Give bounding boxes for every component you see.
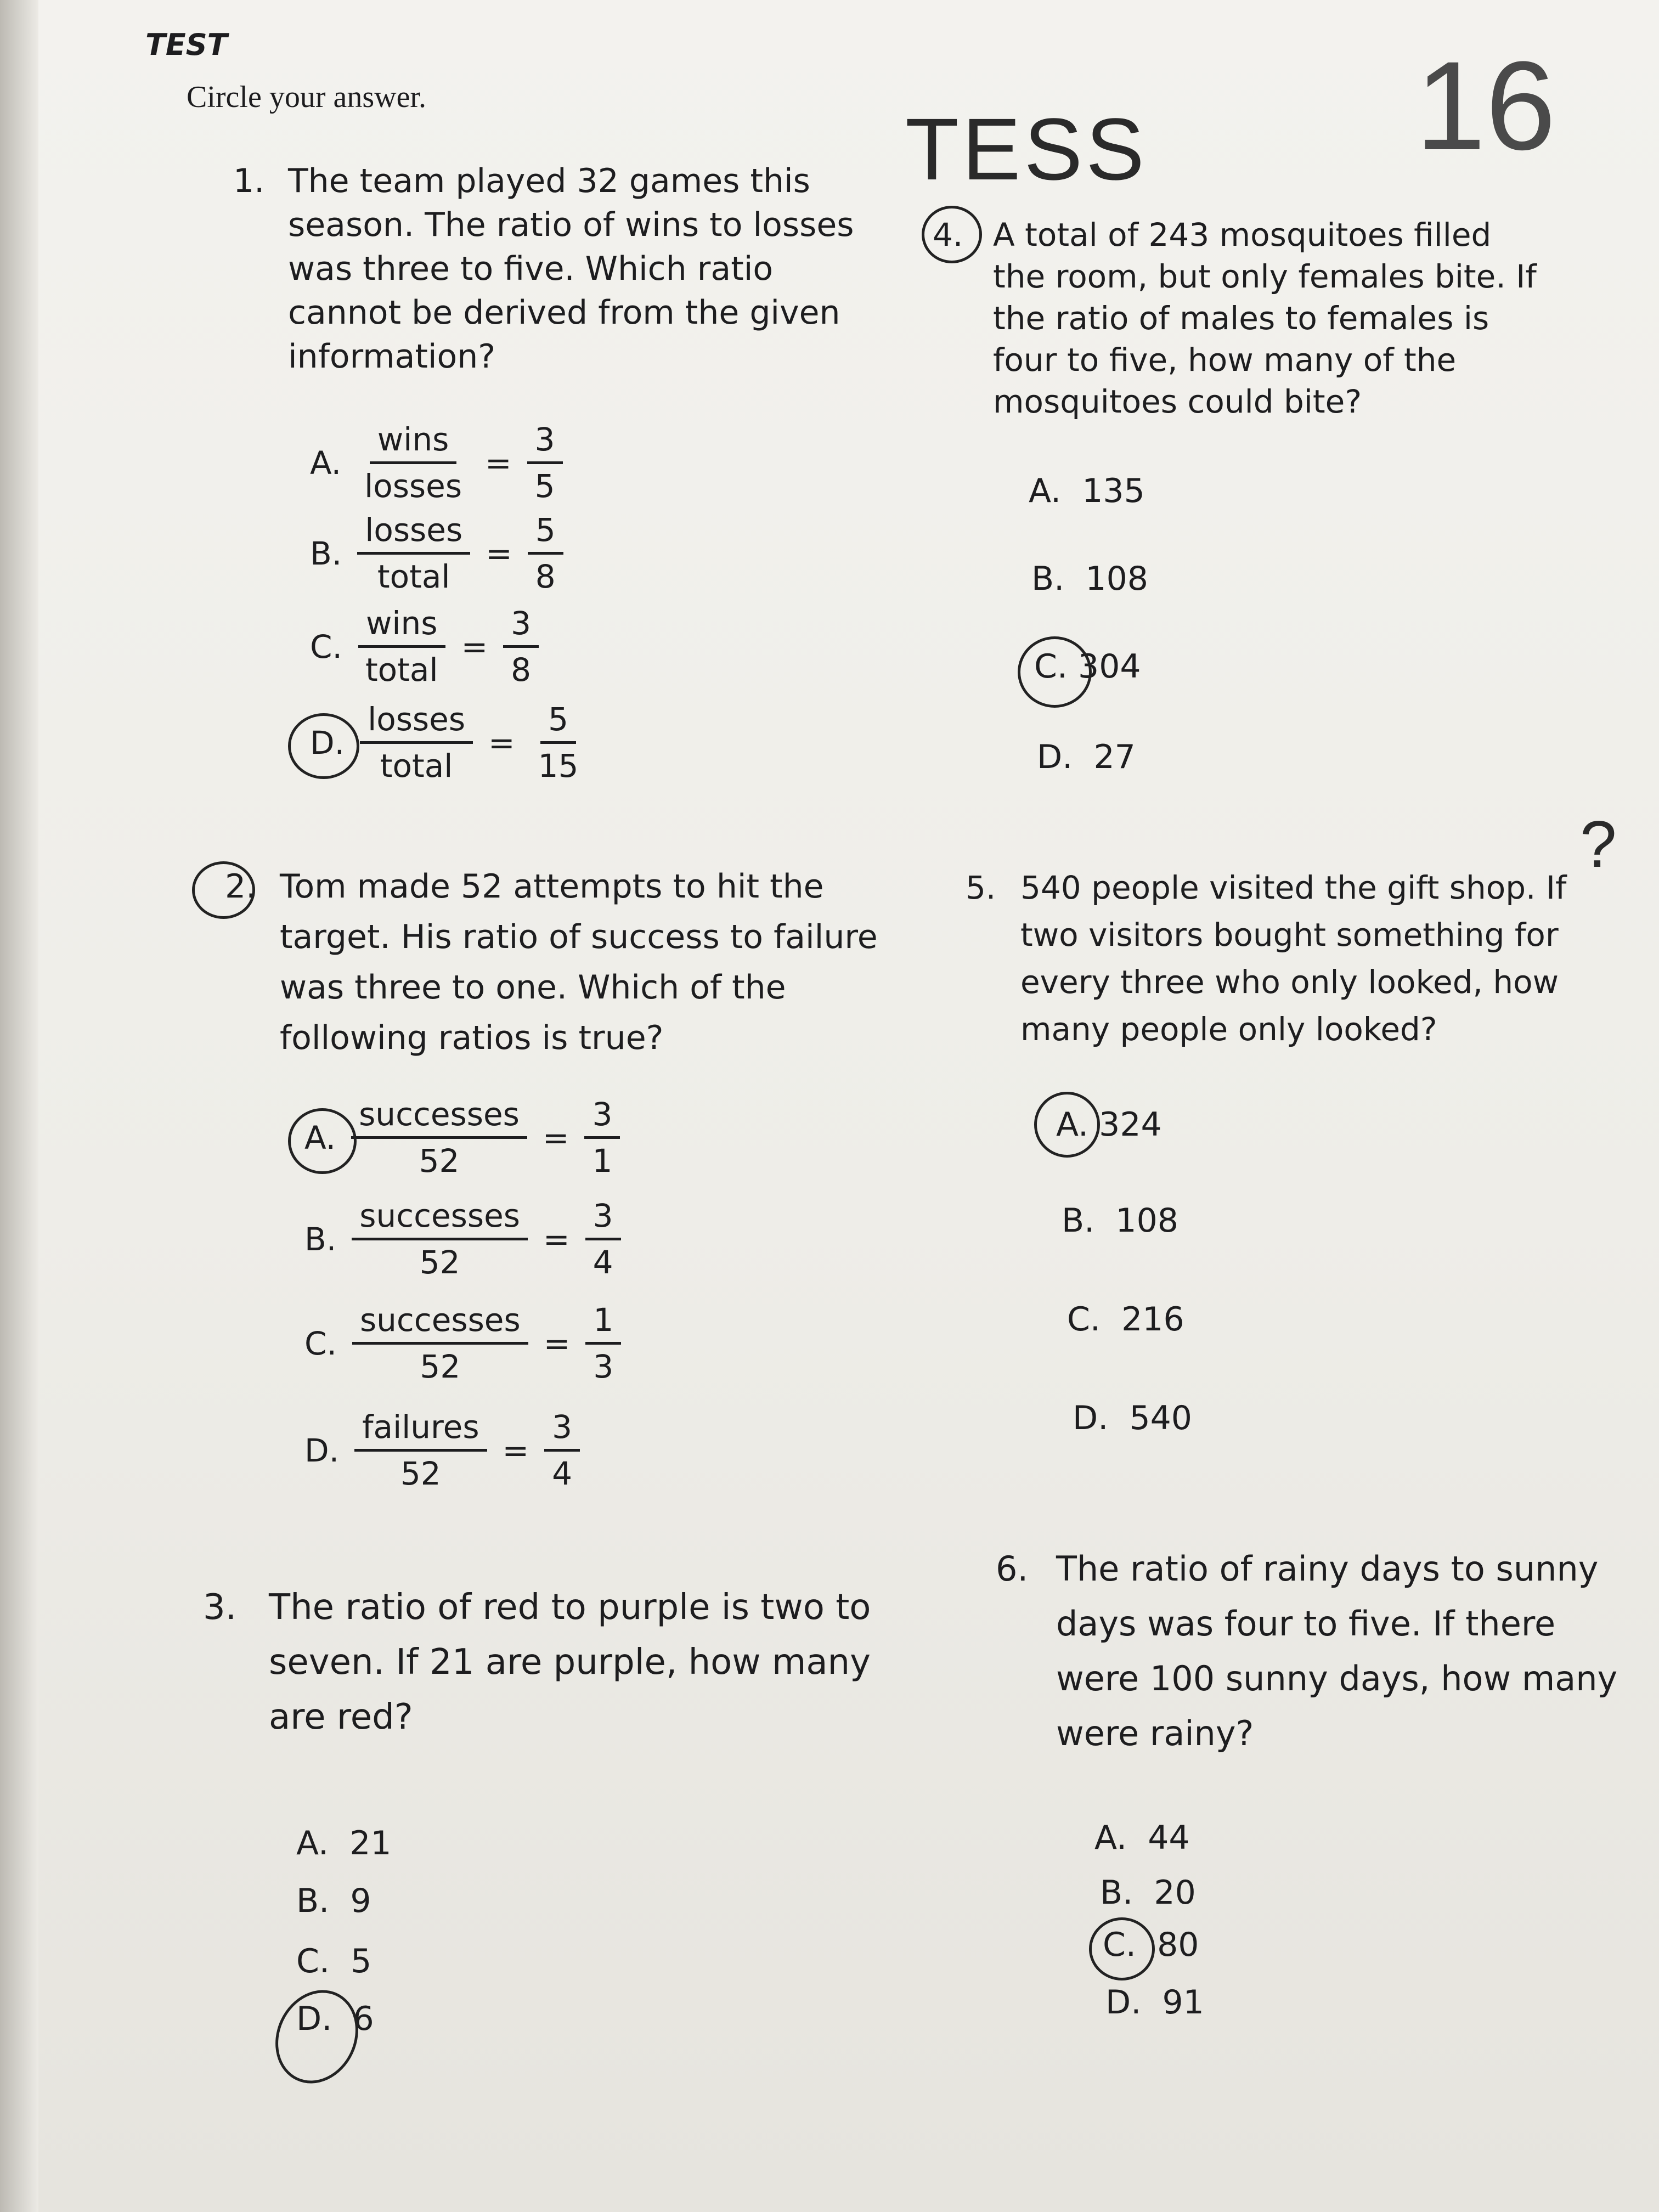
option-1a[interactable] bbox=[310, 420, 563, 506]
option-5d[interactable] bbox=[1073, 1399, 1192, 1437]
answer-circle bbox=[1034, 1092, 1100, 1158]
option-letter: A. bbox=[296, 1824, 329, 1863]
option-2b[interactable] bbox=[304, 1196, 621, 1282]
question-3 bbox=[203, 1580, 900, 1745]
option-value: 324 bbox=[1099, 1105, 1162, 1144]
answer-circle bbox=[922, 206, 982, 263]
option-value: 216 bbox=[1121, 1300, 1184, 1339]
option-letter: B. bbox=[1062, 1201, 1095, 1240]
answer-circle bbox=[1089, 1917, 1155, 1980]
equals-sign: = bbox=[461, 628, 488, 665]
fraction-numerator: 5 bbox=[528, 510, 563, 555]
question-text: Tom made 52 attempts to hit the target. His ratio of success to failure was three to one. Which of the following ratios is true? bbox=[280, 867, 878, 1057]
fraction-denominator: 8 bbox=[511, 651, 532, 689]
fraction-denominator: total bbox=[365, 651, 438, 689]
option-value: 108 bbox=[1085, 560, 1148, 598]
answer-circle bbox=[261, 1977, 373, 2097]
question-text: The ratio of rainy days to sunny days was four to five. If there were 100 sunny days, how many were rainy? bbox=[1056, 1549, 1618, 1753]
fraction-denominator: 52 bbox=[400, 1455, 441, 1492]
answer-circle bbox=[192, 861, 255, 919]
question-number: 5. bbox=[966, 869, 996, 906]
question-2 bbox=[225, 861, 878, 1063]
question-text: 540 people visited the gift shop. If two visitors bought something for every three who only looked, how many people only looked? bbox=[1020, 869, 1567, 1048]
margin-question-mark: ? bbox=[1580, 808, 1620, 881]
option-5c[interactable] bbox=[1067, 1300, 1184, 1339]
option-1c[interactable] bbox=[310, 603, 539, 690]
option-4b[interactable] bbox=[1031, 560, 1148, 598]
fraction-denominator: 3 bbox=[593, 1348, 614, 1385]
option-value: 80 bbox=[1157, 1926, 1199, 1964]
fraction-denominator: 15 bbox=[538, 747, 579, 785]
option-letter: A. bbox=[1094, 1819, 1127, 1857]
option-4d[interactable] bbox=[1037, 738, 1136, 776]
instructions: Circle your answer. bbox=[187, 80, 426, 114]
question-text: A total of 243 mosquitoes filled the room, but only females bite. If the ratio of males to females is four to five, how many of the mosquitoes could bite? bbox=[993, 216, 1537, 420]
option-letter: B. bbox=[296, 1882, 330, 1920]
page-number: 16 bbox=[1415, 35, 1556, 176]
fraction-denominator: 4 bbox=[592, 1244, 613, 1281]
question-4 bbox=[933, 214, 1542, 422]
equals-sign: = bbox=[543, 1220, 570, 1258]
option-value: 21 bbox=[349, 1824, 392, 1863]
option-value: 304 bbox=[1078, 647, 1141, 686]
option-letter: D. bbox=[304, 1431, 340, 1469]
fraction-denominator: 52 bbox=[419, 1244, 460, 1281]
option-6b[interactable] bbox=[1100, 1874, 1196, 1912]
fraction-numerator: 3 bbox=[544, 1407, 580, 1452]
option-3b[interactable] bbox=[296, 1882, 371, 1920]
fraction-numerator: 3 bbox=[584, 1094, 620, 1139]
fraction-numerator: losses bbox=[360, 699, 473, 744]
question-1 bbox=[233, 159, 859, 379]
option-value: 540 bbox=[1129, 1399, 1192, 1437]
question-number: 3. bbox=[203, 1587, 237, 1628]
option-5b[interactable] bbox=[1062, 1201, 1178, 1240]
fraction-denominator: losses bbox=[364, 467, 462, 505]
option-value: 5 bbox=[351, 1942, 372, 1980]
equals-sign: = bbox=[543, 1324, 571, 1362]
option-value: 44 bbox=[1148, 1819, 1190, 1857]
fraction-numerator: successes bbox=[352, 1300, 528, 1345]
option-6a[interactable] bbox=[1094, 1819, 1190, 1857]
option-2d[interactable] bbox=[304, 1407, 580, 1493]
option-letter: B. bbox=[1100, 1874, 1133, 1912]
fraction-denominator: 52 bbox=[419, 1142, 460, 1180]
fraction-numerator: 3 bbox=[527, 420, 563, 464]
option-letter: C. bbox=[296, 1942, 330, 1980]
option-letter: C. bbox=[1103, 1926, 1136, 1964]
test-label: TEST bbox=[145, 27, 228, 62]
option-2c[interactable] bbox=[304, 1300, 621, 1386]
fraction-denominator: 5 bbox=[534, 467, 555, 505]
option-letter: D. bbox=[310, 724, 345, 761]
fraction-numerator: 3 bbox=[585, 1196, 621, 1240]
option-letter: A. bbox=[1029, 472, 1062, 510]
equals-sign: = bbox=[502, 1431, 529, 1469]
option-letter: D. bbox=[296, 2000, 332, 2038]
option-letter: A. bbox=[310, 444, 342, 482]
handwritten-name: TESS bbox=[905, 100, 1148, 198]
option-value: 9 bbox=[350, 1882, 371, 1920]
fraction-numerator: successes bbox=[351, 1094, 527, 1139]
question-number: 4. bbox=[933, 216, 963, 253]
fraction-denominator: 1 bbox=[592, 1142, 613, 1180]
question-number: 6. bbox=[996, 1549, 1029, 1589]
fraction-numerator: wins bbox=[370, 420, 457, 464]
option-letter: C. bbox=[1034, 647, 1068, 686]
fraction-denominator: 52 bbox=[420, 1348, 461, 1385]
option-letter: A. bbox=[1056, 1105, 1089, 1144]
equals-sign: = bbox=[542, 1119, 569, 1156]
option-letter: C. bbox=[310, 628, 342, 665]
answer-circle bbox=[288, 713, 359, 779]
fraction-numerator: losses bbox=[357, 510, 470, 555]
fraction-numerator: successes bbox=[352, 1196, 528, 1240]
option-letter: A. bbox=[304, 1119, 336, 1156]
option-6d[interactable] bbox=[1105, 1983, 1204, 2022]
fraction-numerator: 1 bbox=[585, 1300, 621, 1345]
option-letter: C. bbox=[1067, 1300, 1101, 1339]
option-letter: B. bbox=[304, 1220, 337, 1258]
option-value: 20 bbox=[1154, 1874, 1196, 1912]
book-spine bbox=[0, 0, 38, 2212]
fraction-denominator: total bbox=[377, 558, 450, 595]
answer-circle bbox=[1018, 636, 1092, 708]
fraction-numerator: wins bbox=[358, 603, 445, 648]
option-value: 91 bbox=[1162, 1983, 1204, 2022]
answer-circle bbox=[288, 1108, 357, 1174]
option-letter: D. bbox=[1073, 1399, 1109, 1437]
equals-sign: = bbox=[485, 444, 512, 482]
fraction-numerator: 3 bbox=[503, 603, 539, 648]
fraction-denominator: total bbox=[380, 747, 453, 785]
option-value: 108 bbox=[1115, 1201, 1178, 1240]
question-5 bbox=[966, 864, 1569, 1053]
option-value: 6 bbox=[353, 2000, 374, 2038]
fraction-denominator: 4 bbox=[552, 1455, 573, 1492]
option-letter: B. bbox=[310, 534, 342, 572]
option-letter: D. bbox=[1037, 738, 1073, 776]
option-letter: B. bbox=[1031, 560, 1065, 598]
question-number: 2. bbox=[225, 867, 257, 906]
option-4a[interactable] bbox=[1029, 472, 1145, 510]
option-value: 135 bbox=[1082, 472, 1145, 510]
fraction-numerator: failures bbox=[354, 1407, 487, 1452]
option-3a[interactable] bbox=[296, 1824, 392, 1863]
fraction-denominator: 8 bbox=[535, 558, 556, 595]
option-1b[interactable] bbox=[310, 510, 563, 596]
equals-sign: = bbox=[486, 534, 512, 572]
question-number: 1. bbox=[233, 162, 265, 200]
fraction-numerator: 5 bbox=[540, 699, 576, 744]
question-text: The ratio of red to purple is two to seven. If 21 are purple, how many are red? bbox=[269, 1587, 871, 1737]
option-3c[interactable] bbox=[296, 1942, 371, 1980]
option-value: 27 bbox=[1093, 738, 1136, 776]
equals-sign: = bbox=[488, 724, 515, 761]
option-letter: D. bbox=[1105, 1983, 1142, 2022]
question-6 bbox=[996, 1542, 1638, 1761]
question-text: The team played 32 games this season. The ratio of wins to losses was three to five. Which ratio cannot be derived from the given information? bbox=[288, 162, 854, 376]
option-letter: C. bbox=[304, 1324, 337, 1362]
